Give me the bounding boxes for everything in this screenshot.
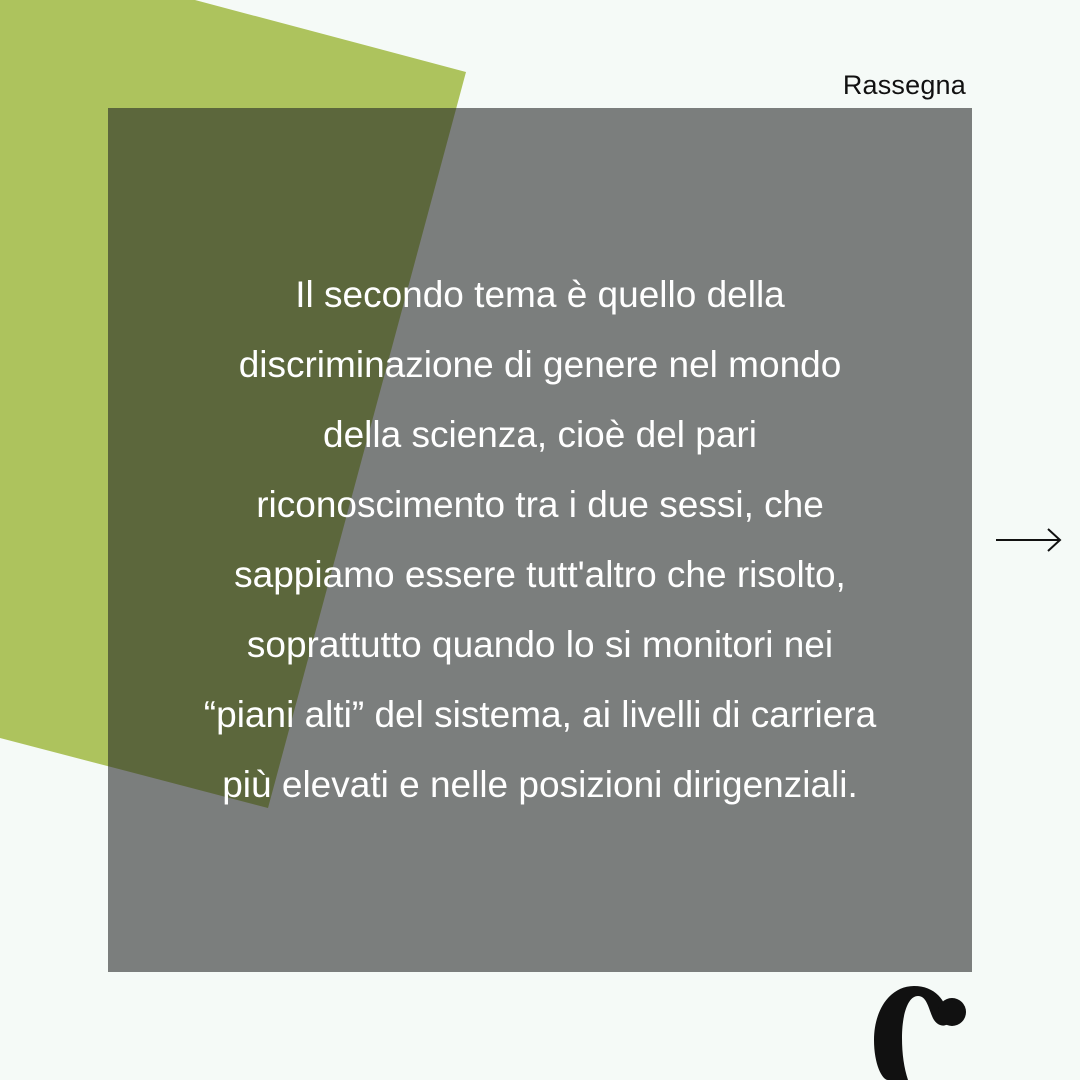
quote-card [108, 108, 972, 972]
quote-text: Il secondo tema è quello della discriminazione di genere nel mondo della scienza, cioè del pari riconoscimento tra i due sessi, che sappiamo essere tutt'altro che risolto, soprattutto quando lo si monitori nei “piani alti” del sistema, ai livelli di carriera più elevati e nelle posizioni dirigenziali. [203, 274, 877, 805]
c-logo-icon [862, 968, 982, 1080]
category-label: Rassegna [842, 70, 966, 100]
arrow-right-icon[interactable] [994, 520, 1064, 560]
